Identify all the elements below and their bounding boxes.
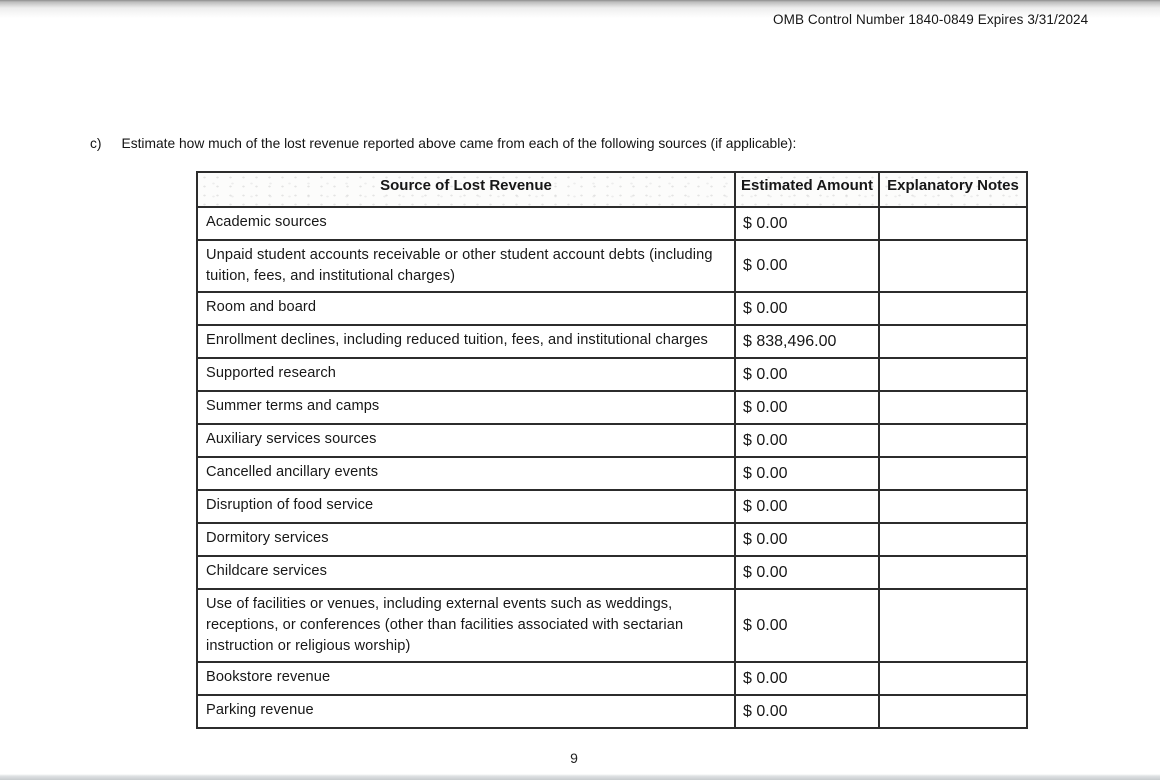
source-cell: Enrollment declines, including reduced tuition, fees, and institutional charges: [197, 325, 735, 358]
notes-cell: [879, 490, 1027, 523]
table-row: [197, 292, 1027, 325]
column-header-notes: Explanatory Notes: [879, 172, 1027, 207]
omb-control-header: OMB Control Number 1840-0849 Expires 3/31/2024: [773, 12, 1089, 27]
page-number: 9: [570, 750, 578, 766]
source-cell: Summer terms and camps: [197, 391, 735, 424]
column-header-source: Source of Lost Revenue: [197, 172, 735, 207]
amount-cell: $ 0.00: [735, 240, 879, 292]
amount-cell: $ 0.00: [735, 556, 879, 589]
amount-cell: $ 0.00: [735, 292, 879, 325]
notes-cell: [879, 695, 1027, 728]
notes-cell: [879, 292, 1027, 325]
source-cell: Parking revenue: [197, 695, 735, 728]
notes-cell: [879, 589, 1027, 662]
notes-cell: [879, 662, 1027, 695]
amount-cell: $ 0.00: [735, 490, 879, 523]
amount-cell: $ 0.00: [735, 589, 879, 662]
table-row: [197, 662, 1027, 695]
table-body: [197, 207, 1027, 728]
question-c-marker: c): [90, 136, 102, 151]
amount-cell: $ 0.00: [735, 391, 879, 424]
amount-cell: $ 0.00: [735, 358, 879, 391]
table-header-row: [197, 172, 1027, 207]
source-cell: Academic sources: [197, 207, 735, 240]
question-c-text: Estimate how much of the lost revenue reported above came from each of the following sources (if applicable):: [121, 136, 797, 151]
scan-page-bottom-edge: [0, 774, 1160, 780]
source-cell: Room and board: [197, 292, 735, 325]
notes-cell: [879, 240, 1027, 292]
notes-cell: [879, 424, 1027, 457]
lost-revenue-table: [196, 171, 1028, 729]
source-cell: Cancelled ancillary events: [197, 457, 735, 490]
amount-cell: $ 0.00: [735, 662, 879, 695]
table-row: [197, 424, 1027, 457]
notes-cell: [879, 523, 1027, 556]
notes-cell: [879, 556, 1027, 589]
amount-cell: $ 0.00: [735, 457, 879, 490]
table-row: [197, 490, 1027, 523]
amount-cell: $ 0.00: [735, 424, 879, 457]
table-row: [197, 391, 1027, 424]
source-cell: Disruption of food service: [197, 490, 735, 523]
amount-cell: $ 0.00: [735, 695, 879, 728]
lost-revenue-table-wrap: [196, 171, 1028, 729]
amount-cell: $ 0.00: [735, 523, 879, 556]
table-row: [197, 325, 1027, 358]
table-row: [197, 207, 1027, 240]
table-row: [197, 240, 1027, 292]
source-cell: Supported research: [197, 358, 735, 391]
source-cell: Childcare services: [197, 556, 735, 589]
column-header-amount: Estimated Amount: [735, 172, 879, 207]
notes-cell: [879, 325, 1027, 358]
notes-cell: [879, 457, 1027, 490]
table-row: [197, 556, 1027, 589]
question-c-line: [90, 136, 1070, 151]
source-cell: Unpaid student accounts receivable or other student account debts (including tuition, fees, and institutional charges): [197, 240, 735, 292]
table-row: [197, 589, 1027, 662]
source-cell: Auxiliary services sources: [197, 424, 735, 457]
notes-cell: [879, 207, 1027, 240]
table-row: [197, 358, 1027, 391]
table-row: [197, 695, 1027, 728]
table-row: [197, 457, 1027, 490]
amount-cell: $ 838,496.00: [735, 325, 879, 358]
source-cell: Bookstore revenue: [197, 662, 735, 695]
notes-cell: [879, 358, 1027, 391]
amount-cell: $ 0.00: [735, 207, 879, 240]
notes-cell: [879, 391, 1027, 424]
table-row: [197, 523, 1027, 556]
source-cell: Dormitory services: [197, 523, 735, 556]
source-cell: Use of facilities or venues, including external events such as weddings, receptions, or conferences (other than facilities associated with sectarian instruction or religious worship): [197, 589, 735, 662]
